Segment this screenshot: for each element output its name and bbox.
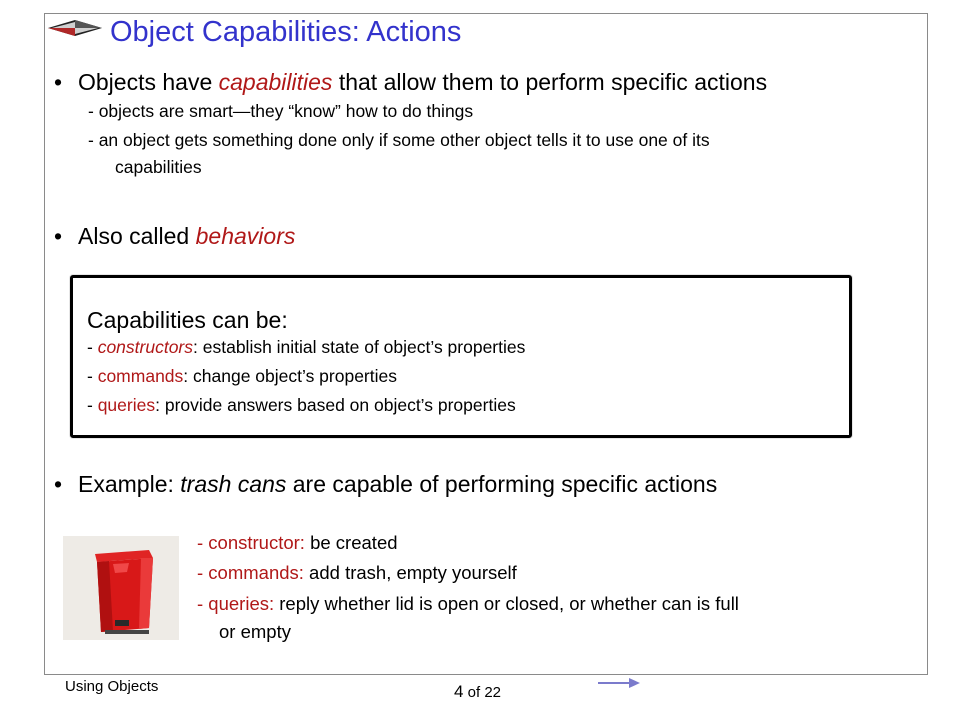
- bullet-text: [78, 223, 295, 250]
- box-item-desc: : change object’s properties: [183, 366, 397, 386]
- bullet-text: [78, 471, 717, 498]
- bullet-dot: •: [54, 69, 63, 95]
- capabilities-box: [70, 275, 852, 438]
- page-total: of 22: [463, 684, 501, 701]
- example-term: - commands:: [197, 562, 304, 583]
- box-item-constructors: [87, 337, 525, 358]
- bullet-dot: •: [54, 471, 63, 497]
- example-queries: [197, 593, 739, 615]
- bullet-text-pre: Example:: [78, 471, 181, 497]
- box-item-term: queries: [97, 395, 156, 415]
- example-constructor: [197, 532, 398, 554]
- example-desc: be created: [304, 532, 398, 553]
- bullet-text: [78, 69, 767, 96]
- bullet-highlight: behaviors: [195, 223, 296, 249]
- bullet-text-pre: Objects have: [78, 69, 219, 95]
- box-item-dash: -: [87, 366, 98, 386]
- bullet-italic: trash cans: [180, 471, 287, 497]
- box-item-dash: -: [87, 337, 98, 357]
- sub-point-smart: - objects are smart—they “know” how to do things: [88, 101, 474, 121]
- box-item-commands: [87, 366, 397, 387]
- sub-point-tells-continued: capabilities: [115, 157, 202, 177]
- example-desc: add trash, empty yourself: [303, 562, 517, 583]
- page-number: [454, 682, 501, 702]
- example-term: - constructor:: [197, 532, 305, 553]
- example-queries-continued: or empty: [219, 621, 291, 642]
- box-heading: Capabilities can be:: [87, 307, 288, 333]
- bullet-text-post: that allow them to perform specific actions: [332, 69, 768, 95]
- box-item-desc: : establish initial state of object’s properties: [193, 337, 526, 357]
- sub-point-tells: - an object gets something done only if some other object tells it to use one of its: [88, 130, 710, 150]
- example-commands: [197, 562, 517, 584]
- trash-can-image: [63, 536, 179, 640]
- box-item-term: commands: [97, 366, 184, 386]
- box-item-queries: [87, 395, 516, 416]
- bullet-text-pre: Also called: [78, 223, 196, 249]
- bullet-highlight: capabilities: [218, 69, 333, 95]
- next-arrow-icon[interactable]: [596, 676, 642, 690]
- box-item-desc: : provide answers based on object’s properties: [155, 395, 516, 415]
- bullet-text-post: are capable of performing specific actions: [286, 471, 718, 497]
- example-term: - queries:: [197, 593, 275, 614]
- bullet-dot: •: [54, 223, 63, 249]
- example-desc: reply whether lid is open or closed, or whether can is full: [274, 593, 739, 614]
- slide-title: Object Capabilities: Actions: [110, 16, 462, 48]
- box-item-term: constructors: [97, 337, 194, 357]
- footer-course-title: Using Objects: [65, 678, 159, 695]
- box-item-dash: -: [87, 395, 98, 415]
- diamond-logo-icon: [46, 18, 104, 38]
- page-current: 4: [454, 682, 464, 701]
